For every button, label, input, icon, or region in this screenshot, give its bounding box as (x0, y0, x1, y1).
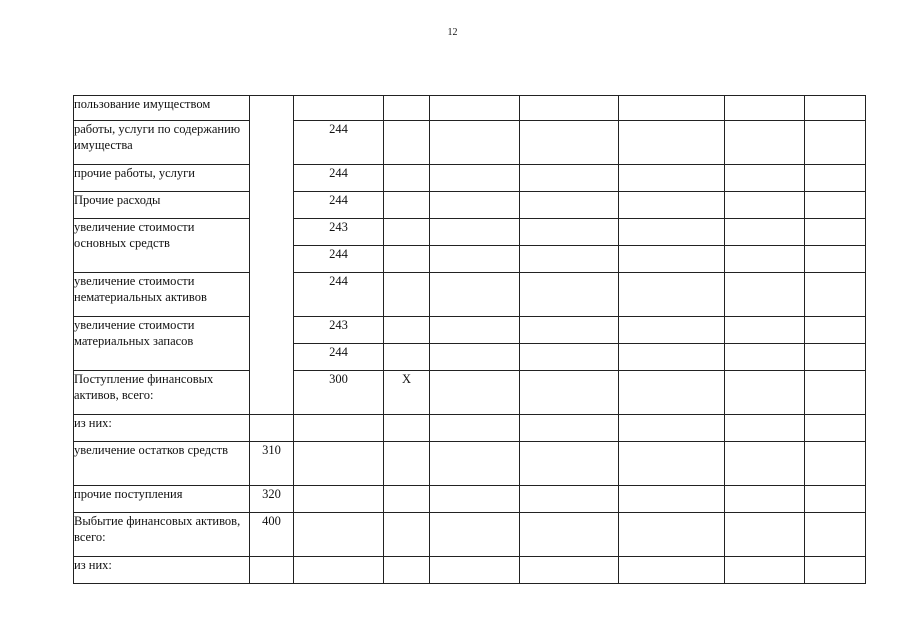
value-cell (430, 442, 520, 486)
value-cell (725, 442, 805, 486)
value-cell (805, 486, 866, 513)
value-cell (384, 486, 430, 513)
row-kbk-code: 243 (294, 317, 384, 344)
table-row (74, 415, 866, 442)
table-row (74, 192, 866, 219)
value-cell (384, 273, 430, 317)
value-cell (619, 344, 725, 371)
value-cell (430, 121, 520, 165)
row-name: прочие поступления (74, 486, 250, 513)
value-cell (520, 219, 619, 246)
value-cell (520, 344, 619, 371)
value-cell (805, 442, 866, 486)
row-name: Выбытие финансовых активов, всего: (74, 513, 250, 557)
value-cell (384, 513, 430, 557)
row-name: Прочие расходы (74, 192, 250, 219)
value-cell (619, 371, 725, 415)
row-line-code: 400 (250, 513, 294, 557)
value-cell (725, 165, 805, 192)
row-kbk-code: 244 (294, 273, 384, 317)
value-cell (725, 486, 805, 513)
page-number: 12 (447, 27, 458, 38)
row-name: Поступление финансовых активов, всего: (74, 371, 250, 415)
value-cell (805, 165, 866, 192)
row-line-code: 320 (250, 486, 294, 513)
row-name: увеличение стоимости основных средств (74, 219, 250, 273)
row-line-code (250, 415, 294, 442)
value-cell (805, 344, 866, 371)
value-cell (520, 371, 619, 415)
value-cell (619, 96, 725, 121)
value-cell (725, 557, 805, 584)
value-cell (520, 513, 619, 557)
value-cell (520, 557, 619, 584)
value-cell (384, 344, 430, 371)
value-cell (805, 513, 866, 557)
value-cell (384, 121, 430, 165)
row-name: увеличение остатков средств (74, 442, 250, 486)
value-cell (520, 442, 619, 486)
value-cell (805, 246, 866, 273)
row-name: из них: (74, 557, 250, 584)
value-cell (520, 486, 619, 513)
value-cell (619, 121, 725, 165)
row-kbk-code (294, 486, 384, 513)
value-cell (384, 165, 430, 192)
value-cell (384, 557, 430, 584)
row-kbk-code (294, 96, 384, 121)
value-cell (619, 165, 725, 192)
value-cell (430, 165, 520, 192)
value-cell (619, 486, 725, 513)
value-cell (430, 371, 520, 415)
table-row (74, 165, 866, 192)
table-row (74, 121, 866, 165)
row-kbk-code: 243 (294, 219, 384, 246)
value-cell (805, 96, 866, 121)
value-cell (430, 317, 520, 344)
value-cell (725, 121, 805, 165)
value-cell (805, 557, 866, 584)
value-cell (430, 344, 520, 371)
row-line-code (250, 557, 294, 584)
value-cell (430, 192, 520, 219)
value-cell (619, 415, 725, 442)
value-cell (805, 415, 866, 442)
table-row (74, 317, 866, 344)
row-name: прочие работы, услуги (74, 165, 250, 192)
value-cell (430, 415, 520, 442)
value-cell (805, 192, 866, 219)
row-name: увеличение стоимости материальных запасов (74, 317, 250, 371)
value-cell (520, 317, 619, 344)
table-row (74, 371, 866, 415)
value-cell (430, 513, 520, 557)
value-cell (619, 219, 725, 246)
table-row (74, 513, 866, 557)
row-kbk-code (294, 442, 384, 486)
value-cell (520, 273, 619, 317)
value-cell (430, 96, 520, 121)
row-kbk-code: 244 (294, 165, 384, 192)
value-cell (430, 557, 520, 584)
value-cell (619, 513, 725, 557)
value-cell (805, 273, 866, 317)
row-name: увеличение стоимости нематериальных активов (74, 273, 250, 317)
value-cell (725, 371, 805, 415)
value-cell (725, 317, 805, 344)
value-cell (725, 219, 805, 246)
value-cell (619, 192, 725, 219)
value-cell (805, 371, 866, 415)
value-cell (725, 192, 805, 219)
value-cell (520, 96, 619, 121)
value-cell (619, 273, 725, 317)
value-cell (430, 486, 520, 513)
value-cell (520, 165, 619, 192)
row-name: пользование имуществом (74, 96, 250, 121)
value-cell (725, 96, 805, 121)
row-line-code-merged (250, 96, 294, 415)
value-cell (384, 96, 430, 121)
table-row (74, 486, 866, 513)
row-line-code: 310 (250, 442, 294, 486)
value-cell (619, 442, 725, 486)
financial-table (73, 95, 866, 584)
value-cell (384, 246, 430, 273)
row-kbk-code: 244 (294, 344, 384, 371)
value-cell (430, 246, 520, 273)
value-cell (430, 219, 520, 246)
value-cell (520, 415, 619, 442)
value-cell (520, 246, 619, 273)
table-row (74, 96, 866, 121)
table-row (74, 442, 866, 486)
value-cell (725, 273, 805, 317)
value-cell (619, 317, 725, 344)
value-cell (430, 273, 520, 317)
value-cell (725, 344, 805, 371)
value-cell (725, 513, 805, 557)
value-cell (805, 121, 866, 165)
value-cell (805, 219, 866, 246)
value-cell (725, 246, 805, 273)
row-kbk-code (294, 415, 384, 442)
row-kbk-code: Х (384, 371, 430, 415)
value-cell (805, 317, 866, 344)
row-name: из них: (74, 415, 250, 442)
value-cell (384, 192, 430, 219)
table-row (74, 273, 866, 317)
value-cell (520, 121, 619, 165)
value-cell (384, 317, 430, 344)
table-row (74, 219, 866, 246)
value-cell (619, 557, 725, 584)
row-kbk-code (294, 557, 384, 584)
value-cell (520, 192, 619, 219)
row-kbk-code: 244 (294, 246, 384, 273)
value-cell (725, 415, 805, 442)
row-name: работы, услуги по содержанию имущества (74, 121, 250, 165)
value-cell (384, 442, 430, 486)
value-cell (384, 415, 430, 442)
table-row (74, 557, 866, 584)
row-kbk-code: 244 (294, 192, 384, 219)
row-kbk-code (294, 513, 384, 557)
row-line-code: 300 (294, 371, 384, 415)
value-cell (384, 219, 430, 246)
value-cell (619, 246, 725, 273)
row-kbk-code: 244 (294, 121, 384, 165)
